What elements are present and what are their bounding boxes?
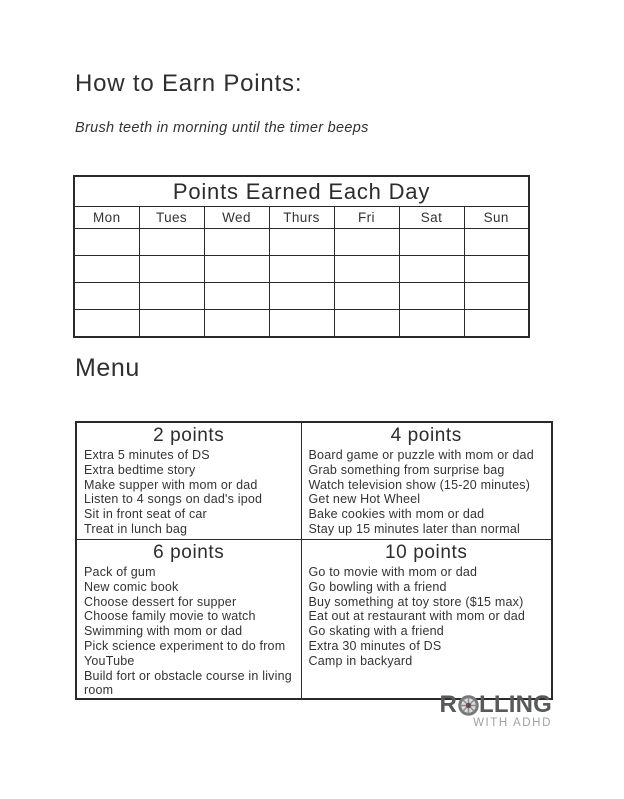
menu-cell-heading: 10 points — [384, 542, 468, 563]
points-cell — [139, 229, 204, 256]
points-cell — [269, 256, 334, 283]
day-header: Tues — [139, 207, 204, 229]
menu-heading: Menu — [75, 354, 140, 382]
points-row — [74, 229, 529, 256]
day-header-row — [74, 207, 529, 229]
points-cell — [204, 256, 269, 283]
points-cell — [464, 256, 529, 283]
day-header: Sat — [399, 207, 464, 229]
menu-list-6-points — [77, 565, 301, 698]
points-row — [74, 310, 529, 338]
menu-item: Stay up 15 minutes later than normal — [308, 521, 520, 536]
menu-item: Grab something from surprise bag — [308, 462, 505, 477]
menu-item: Treat in lunch bag — [84, 521, 188, 536]
points-cell — [399, 283, 464, 310]
points-cell — [139, 283, 204, 310]
menu-item: Build fort or obstacle course in living room — [84, 668, 292, 698]
menu-cell-heading: 6 points — [153, 542, 225, 563]
menu-list-2-points — [77, 448, 301, 537]
menu-cell-heading: 2 points — [153, 425, 225, 446]
menu-item: Listen to 4 songs on dad's ipod — [84, 492, 263, 507]
menu-item: Sit in front seat of car — [84, 507, 207, 522]
logo-tagline: WITH ADHD — [473, 717, 552, 729]
menu-item: Choose dessert for supper — [84, 594, 237, 609]
points-cell — [399, 256, 464, 283]
points-cell — [74, 256, 139, 283]
points-cell — [139, 310, 204, 338]
points-cell — [204, 310, 269, 338]
menu-item: Extra bedtime story — [84, 462, 196, 477]
day-header: Mon — [74, 207, 139, 229]
menu-item: Extra 30 minutes of DS — [308, 638, 442, 653]
menu-cell-10-points — [301, 540, 552, 700]
menu-item: Make supper with mom or dad — [84, 477, 258, 492]
points-cell — [74, 310, 139, 338]
instruction-text: Brush teeth in morning until the timer beeps — [75, 120, 369, 136]
menu-item: Get new Hot Wheel — [308, 492, 421, 507]
points-table-title: Points Earned Each Day — [74, 176, 529, 207]
menu-cell-heading: 4 points — [390, 425, 462, 446]
menu-item: New comic book — [84, 579, 179, 594]
points-cell — [399, 310, 464, 338]
menu-list-4-points — [302, 448, 552, 537]
day-header: Thurs — [269, 207, 334, 229]
points-cell — [334, 310, 399, 338]
page-title: How to Earn Points: — [75, 70, 303, 97]
points-table-body — [74, 229, 529, 338]
menu-cell-6-points — [76, 540, 301, 700]
points-cell — [204, 283, 269, 310]
points-cell — [334, 283, 399, 310]
menu-table — [75, 421, 553, 700]
menu-row-bottom — [76, 540, 552, 700]
menu-item: Camp in backyard — [308, 653, 413, 668]
logo-wordmark — [439, 693, 552, 717]
menu-cell-4-points — [301, 422, 552, 540]
points-cell — [74, 229, 139, 256]
points-cell — [464, 310, 529, 338]
menu-item: Choose family movie to watch — [84, 609, 256, 624]
menu-item: Go to movie with mom or dad — [308, 565, 478, 579]
menu-cell-2-points — [76, 422, 301, 540]
points-cell — [334, 229, 399, 256]
menu-list-10-points — [302, 565, 552, 669]
menu-item: Bake cookies with mom or dad — [308, 507, 485, 522]
menu-item: Go skating with a friend — [308, 624, 444, 639]
menu-item: Eat out at restaurant with mom or dad — [308, 609, 526, 624]
menu-item: Pack of gum — [84, 565, 156, 579]
points-cell — [399, 229, 464, 256]
points-cell — [269, 229, 334, 256]
points-cell — [464, 283, 529, 310]
day-header: Fri — [334, 207, 399, 229]
points-table-title-row — [74, 176, 529, 207]
points-cell — [139, 256, 204, 283]
logo-word-end: LLING — [479, 691, 552, 718]
menu-item: Swimming with mom or dad — [84, 624, 243, 639]
points-cell — [334, 256, 399, 283]
points-cell — [464, 229, 529, 256]
logo-word-start: R — [439, 691, 457, 718]
points-cell — [204, 229, 269, 256]
rolling-with-adhd-logo — [439, 693, 552, 729]
menu-row-top — [76, 422, 552, 540]
points-earned-table — [73, 175, 530, 338]
day-header: Sun — [464, 207, 529, 229]
menu-item: Watch television show (15-20 minutes) — [308, 477, 531, 492]
menu-item: Extra 5 minutes of DS — [84, 448, 210, 462]
menu-item: Buy something at toy store ($15 max) — [308, 594, 524, 609]
points-cell — [269, 310, 334, 338]
points-cell — [74, 283, 139, 310]
day-header: Wed — [204, 207, 269, 229]
points-row — [74, 283, 529, 310]
points-cell — [269, 283, 334, 310]
menu-item: Pick science experiment to do from YouTube — [84, 638, 286, 668]
menu-item: Board game or puzzle with mom or dad — [308, 448, 534, 462]
points-row — [74, 256, 529, 283]
wheel-icon — [458, 695, 479, 716]
menu-item: Go bowling with a friend — [308, 579, 447, 594]
